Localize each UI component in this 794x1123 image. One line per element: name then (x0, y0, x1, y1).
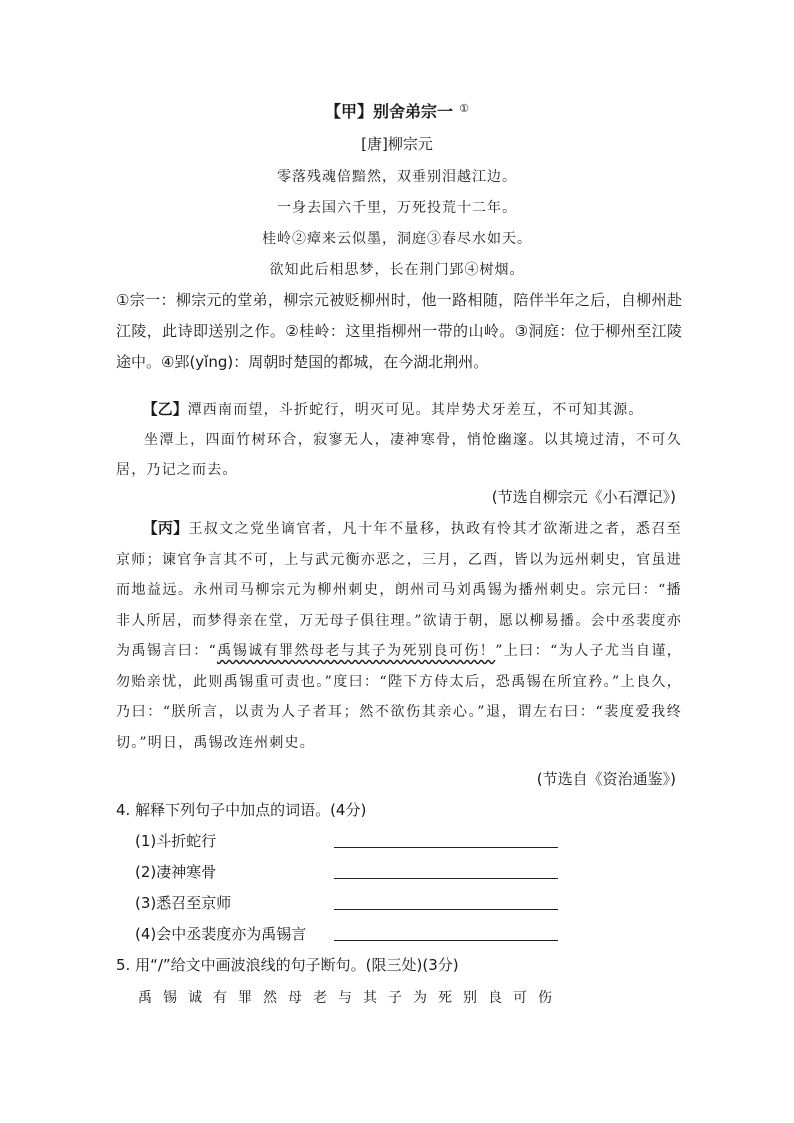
question-4-item-1: (1)斗折蛇行 (135, 832, 217, 850)
answer-blank-4[interactable] (334, 940, 558, 941)
question-5-sentence: 禹锡诚有罪然母老与其子为死别良可伤 (138, 990, 563, 1006)
passage-bing-paragraph: 【丙】王叔文之党坐谪官者，凡十年不量移，执政有怜其才欲渐进之者，悉召至京师；谏官争言其不可，上与武元衡亦恶之，三月，乙酉，皆以为远州刺史，官虽进而地益远。永州司马柳宗元为柳州刺史，朗州司马刘禹锡为播州刺史。宗元曰：“播非人所居，而梦得亲在堂，万无母子俱往理。”欲请于朝，愿以柳易播。会中丞裴度亦为禹锡言曰：“禹锡诚有罪然母老与其子为死别良可伤！”上曰：“为人子尤当自谨，勿贻亲忧，此则禹锡重可责也。”度曰：“陛下方侍太后，恐禹锡在所宜矜。”上良久，乃曰：“朕所言，以责为人子者耳；然不欲伤其亲心。”退，谓左右曰：“裴度爱我终切。”明日，禹锡改连州刺史。 (116, 519, 683, 751)
passage-yi-tag: 【乙】 (142, 400, 188, 418)
wavy-underlined-sentence: 禹锡诚有罪然母老与其子为死别良可伤！ (217, 643, 496, 659)
answer-blank-2[interactable] (334, 878, 558, 879)
question-4-item-4: (4)会中丞裴度亦为禹锡言 (135, 925, 307, 943)
question-4-item-2: (2)凄神寒骨 (135, 863, 217, 881)
poem-line-2: 一身去国六千里，万死投荒十二年。 (277, 200, 517, 216)
passage-bing-tag: 【丙】 (142, 519, 189, 537)
poem-author: [唐]柳宗元 (361, 135, 433, 153)
answer-blank-3[interactable] (334, 909, 558, 910)
question-4-stem: 4. 解释下列句子中加点的词语。(4分) (116, 801, 367, 819)
question-5-stem: 5. 用“/”给文中画波浪线的句子断句。(限三处)(3分) (116, 956, 459, 974)
answer-blank-1[interactable] (334, 847, 558, 848)
passage-yi-source: (节选自柳宗元《小石潭记》) (491, 488, 676, 506)
passage-bing-source: (节选自《资治通鉴》) (536, 770, 676, 788)
poem-line-1: 零落残魂倍黯然，双垂别泪越江边。 (277, 169, 517, 185)
passage-yi-paragraph-1: 【乙】潭西南而望，斗折蛇行，明灭可见。其岸势犬牙差互，不可知其源。 (142, 400, 644, 418)
question-4-item-3: (3)悉召至京师 (135, 894, 232, 912)
poem-notes: ①宗一：柳宗元的堂弟，柳宗元被贬柳州时，他一路相随，陪伴半年之后，自柳州赴江陵，此诗即送别之作。②桂岭：这里指柳州一带的山岭。③洞庭：位于柳州至江陵途中。④郢(yǐng)：周朝时楚国的都城，在今湖北荆州。 (116, 291, 682, 371)
footnote-marker: ① (459, 102, 469, 115)
poem-title: 【甲】别舍弟宗一 ① (325, 102, 469, 121)
poem-line-3: 桂岭②瘴来云似墨，洞庭③春尽水如天。 (262, 231, 532, 247)
passage-yi-paragraph-2: 坐潭上，四面竹树环合，寂寥无人，凄神寒骨，悄怆幽邃。以其境过清，不可久居，乃记之而去。 (116, 432, 682, 478)
poem-line-4: 欲知此后相思梦，长在荆门郢④树烟。 (269, 262, 525, 278)
